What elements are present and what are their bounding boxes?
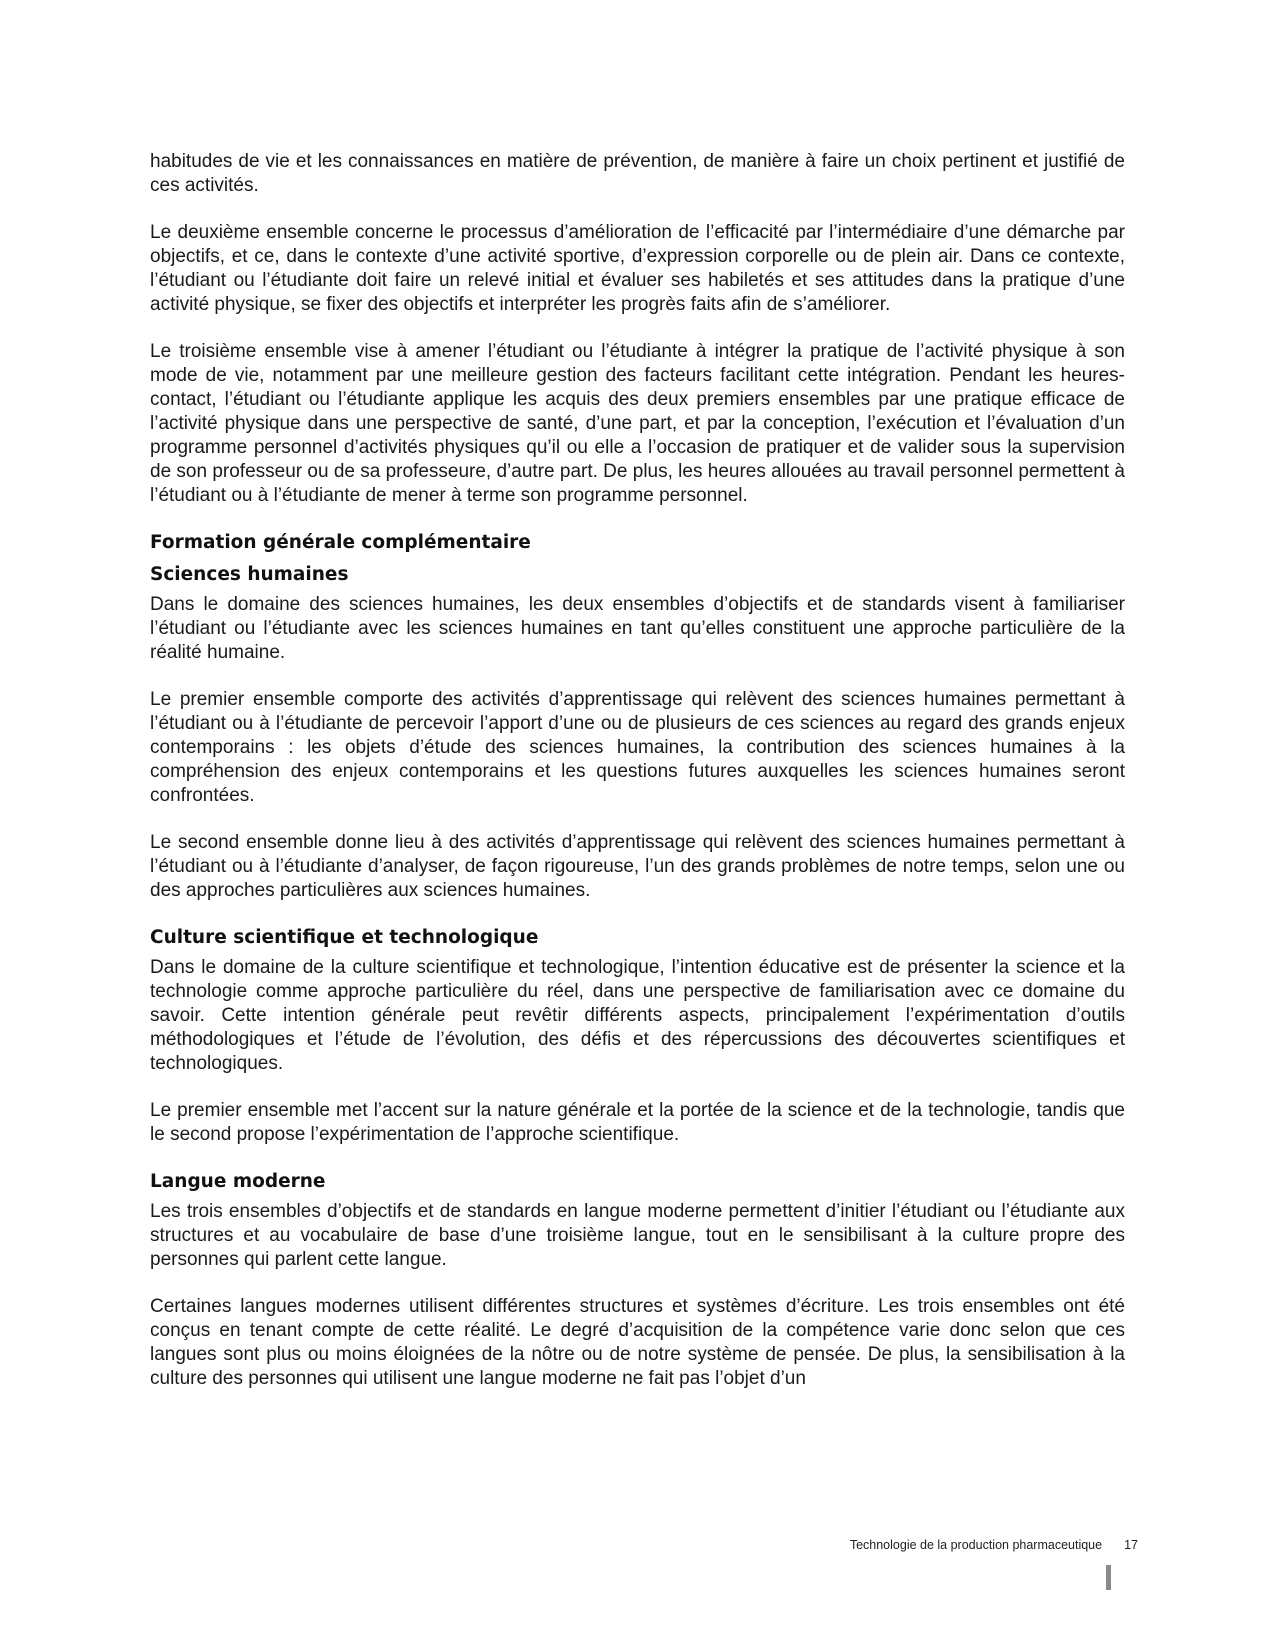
section-heading-langue: Langue moderne xyxy=(150,1171,326,1192)
section-heading-sciences-humaines: Sciences humaines xyxy=(150,564,349,585)
page-number: 17 xyxy=(1124,1538,1138,1552)
paragraph: habitudes de vie et les connaissances en matière de prévention, de manière à faire un choix pertinent et justifié de ces activités. xyxy=(150,151,1125,196)
paragraph: Les trois ensembles d’objectifs et de standards en langue moderne permettent d’initier l’étudiant ou l’étudiante aux structures et au vocabulaire de base d’une troisième langue, tout en le sensibilisant à la culture propre des personnes qui parlent cette langue. xyxy=(150,1201,1125,1270)
footer-divider-bar xyxy=(1106,1565,1111,1590)
paragraph: Dans le domaine des sciences humaines, les deux ensembles d’objectifs et de standards visent à familiariser l’étudiant ou l’étudiante avec les sciences humaines en tant qu’elles constituent une approche particulière de la réalité humaine. xyxy=(150,594,1125,663)
section-heading-culture: Culture scientifique et technologique xyxy=(150,927,539,948)
page-footer xyxy=(850,1538,1138,1552)
paragraph: Le premier ensemble comporte des activités d’apprentissage qui relèvent des sciences humaines permettant à l’étudiant ou à l’étudiante de percevoir l’apport d’une ou de plusieurs de ces sciences au regard des grands enjeux contemporains : les objets d’étude des sciences humaines, la contribution des sciences humaines à la compréhension des enjeux contemporains et les questions futures auxquelles les sciences humaines seront confrontées. xyxy=(150,689,1125,806)
paragraph: Le troisième ensemble vise à amener l’étudiant ou l’étudiante à intégrer la pratique de l’activité physique à son mode de vie, notamment par une meilleure gestion des facteurs facilitant cette intégration. Pendant les heures-contact, l’étudiant ou l’étudiante applique les acquis des deux premiers ensembles par une pratique efficace de l’activité physique dans une perspective de santé, d’une part, et par la conception, l’exécution et l’évaluation d’un programme personnel d’activités physiques qu’il ou elle a l’occasion de pratiquer et de valider sous la supervision de son professeur ou de sa professeure, d’autre part. De plus, les heures allouées au travail personnel permettent à l’étudiant ou à l’étudiante de mener à terme son programme personnel. xyxy=(150,341,1125,506)
section-heading-formation: Formation générale complémentaire xyxy=(150,532,531,553)
paragraph: Dans le domaine de la culture scientifique et technologique, l’intention éducative est de présenter la science et la technologie comme approche particulière du réel, dans une perspective de familiarisation avec ce domaine du savoir. Cette intention générale peut revêtir différents aspects, principalement l’expérimentation d’outils méthodologiques et l’étude de l’évolution, des défis et des répercussions des découvertes scientifiques et technologiques. xyxy=(150,957,1125,1074)
paragraph: Le second ensemble donne lieu à des activités d’apprentissage qui relèvent des sciences humaines permettant à l’étudiant ou à l’étudiante d’analyser, de façon rigoureuse, l’un des grands problèmes de notre temps, selon une ou des approches particulières aux sciences humaines. xyxy=(150,832,1125,901)
paragraph: Le premier ensemble met l’accent sur la nature générale et la portée de la science et de la technologie, tandis que le second propose l’expérimentation de l’approche scientifique. xyxy=(150,1100,1125,1145)
paragraph: Certaines langues modernes utilisent différentes structures et systèmes d’écriture. Les trois ensembles ont été conçus en tenant compte de cette réalité. Le degré d’acquisition de la compétence varie donc selon que ces langues sont plus ou moins éloignées de la nôtre ou de notre système de pensée. De plus, la sensibilisation à la culture des personnes qui utilisent une langue moderne ne fait pas l’objet d’un xyxy=(150,1296,1125,1389)
footer-title: Technologie de la production pharmaceutique xyxy=(849,1538,1103,1552)
paragraph: Le deuxième ensemble concerne le processus d’amélioration de l’efficacité par l’intermédiaire d’une démarche par objectifs, et ce, dans le contexte d’une activité sportive, d’expression corporelle ou de plein air. Dans ce contexte, l’étudiant ou l’étudiante doit faire un relevé initial et évaluer ses habiletés et ses attitudes dans la pratique d’une activité physique, se fixer des objectifs et interpréter les progrès faits afin de s’améliorer. xyxy=(150,222,1125,315)
document-body xyxy=(150,150,1125,1391)
